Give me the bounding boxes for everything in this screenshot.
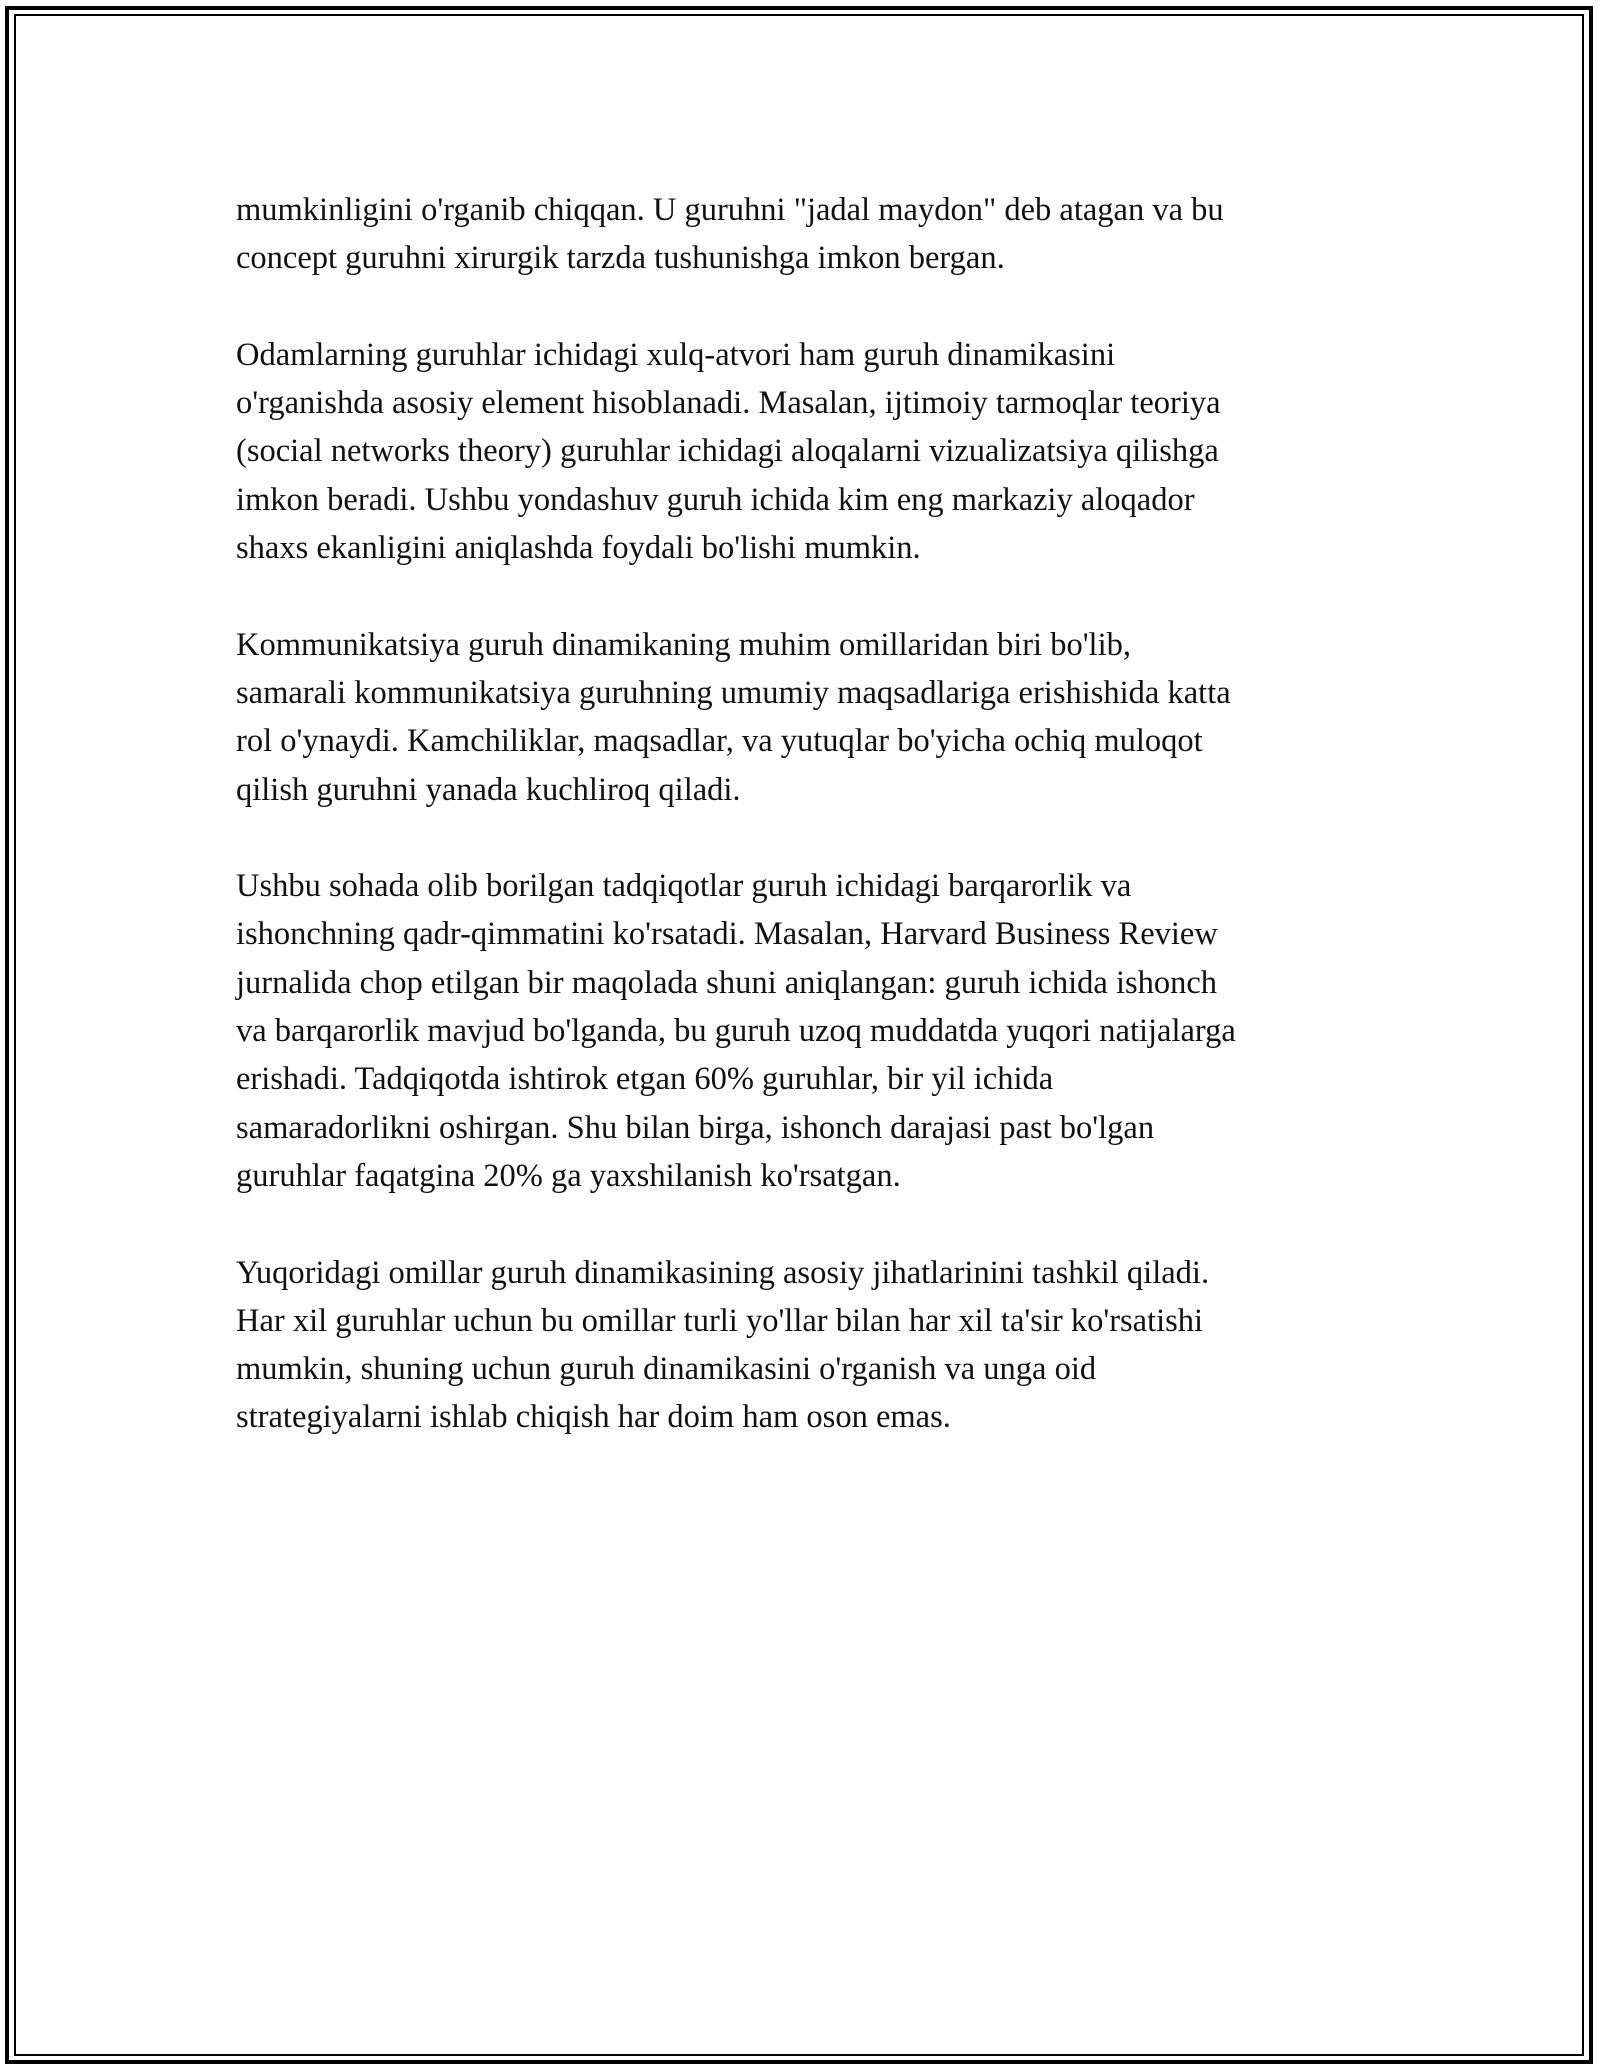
paragraph-1 [236,186,1376,283]
paragraph-5 [236,1249,1376,1442]
text-line: strategiyalarni ishlab chiqish har doim ham oson emas. [236,1399,951,1436]
text-line: va barqarorlik mavjud bo'lganda, bu guruh uzoq muddatda yuqori natijalarga [236,1013,1236,1050]
paragraph-4 [236,862,1376,1200]
text-line: o'rganishda asosiy element hisoblanadi. Masalan, ijtimoiy tarmoqlar teoriya [236,385,1221,422]
text-line: imkon beradi. Ushbu yondashuv guruh ichida kim eng markaziy aloqador [236,481,1195,518]
text-line: Kommunikatsiya guruh dinamikaning muhim omillaridan biri bo'lib, [236,626,1131,663]
text-line: guruhlar faqatgina 20% ga yaxshilanish ko'rsatgan. [236,1157,901,1194]
text-line: mumkin, shuning uchun guruh dinamikasini o'rganish va unga oid [236,1351,1097,1388]
text-line: ishonchning qadr-qimmatini ko'rsatadi. Masalan, Harvard Business Review [236,916,1218,953]
text-line: jurnalida chop etilgan bir maqolada shuni aniqlangan: guruh ichida ishonch [236,964,1218,1001]
text-line: Yuqoridagi omillar guruh dinamikasining asosiy jihatlarinini tashkil qiladi. [236,1254,1210,1291]
text-line: samarali kommunikatsiya guruhning umumiy maqsadlariga erishishida katta [236,674,1231,711]
document-body [236,186,1376,1490]
text-line: concept guruhni xirurgik tarzda tushunishga imkon bergan. [236,240,1005,277]
text-line: erishadi. Tadqiqotda ishtirok etgan 60% guruhlar, bir yil ichida [236,1061,1054,1098]
text-line: shaxs ekanligini aniqlashda foydali bo'lishi mumkin. [236,530,921,567]
text-line: qilish guruhni yanada kuchliroq qiladi. [236,771,741,808]
text-line: Odamlarning guruhlar ichidagi xulq-atvori ham guruh dinamikasini [236,336,1116,373]
paragraph-3 [236,621,1376,814]
text-line: samaradorlikni oshirgan. Shu bilan birga, ishonch darajasi past bo'lgan [236,1109,1155,1146]
text-line: (social networks theory) guruhlar ichidagi aloqalarni vizualizatsiya qilishga [236,433,1219,470]
text-line: mumkinligini o'rganib chiqqan. U guruhni "jadal maydon" deb atagan va bu [236,192,1224,228]
text-line: Har xil guruhlar uchun bu omillar turli yo'llar bilan har xil ta'sir ko'rsatishi [236,1302,1204,1339]
paragraph-2 [236,331,1376,572]
text-line: rol o'ynaydi. Kamchiliklar, maqsadlar, va yutuqlar bo'yicha ochiq muloqot [236,723,1203,760]
text-line: Ushbu sohada olib borilgan tadqiqotlar guruh ichidagi barqarorlik va [236,868,1132,905]
